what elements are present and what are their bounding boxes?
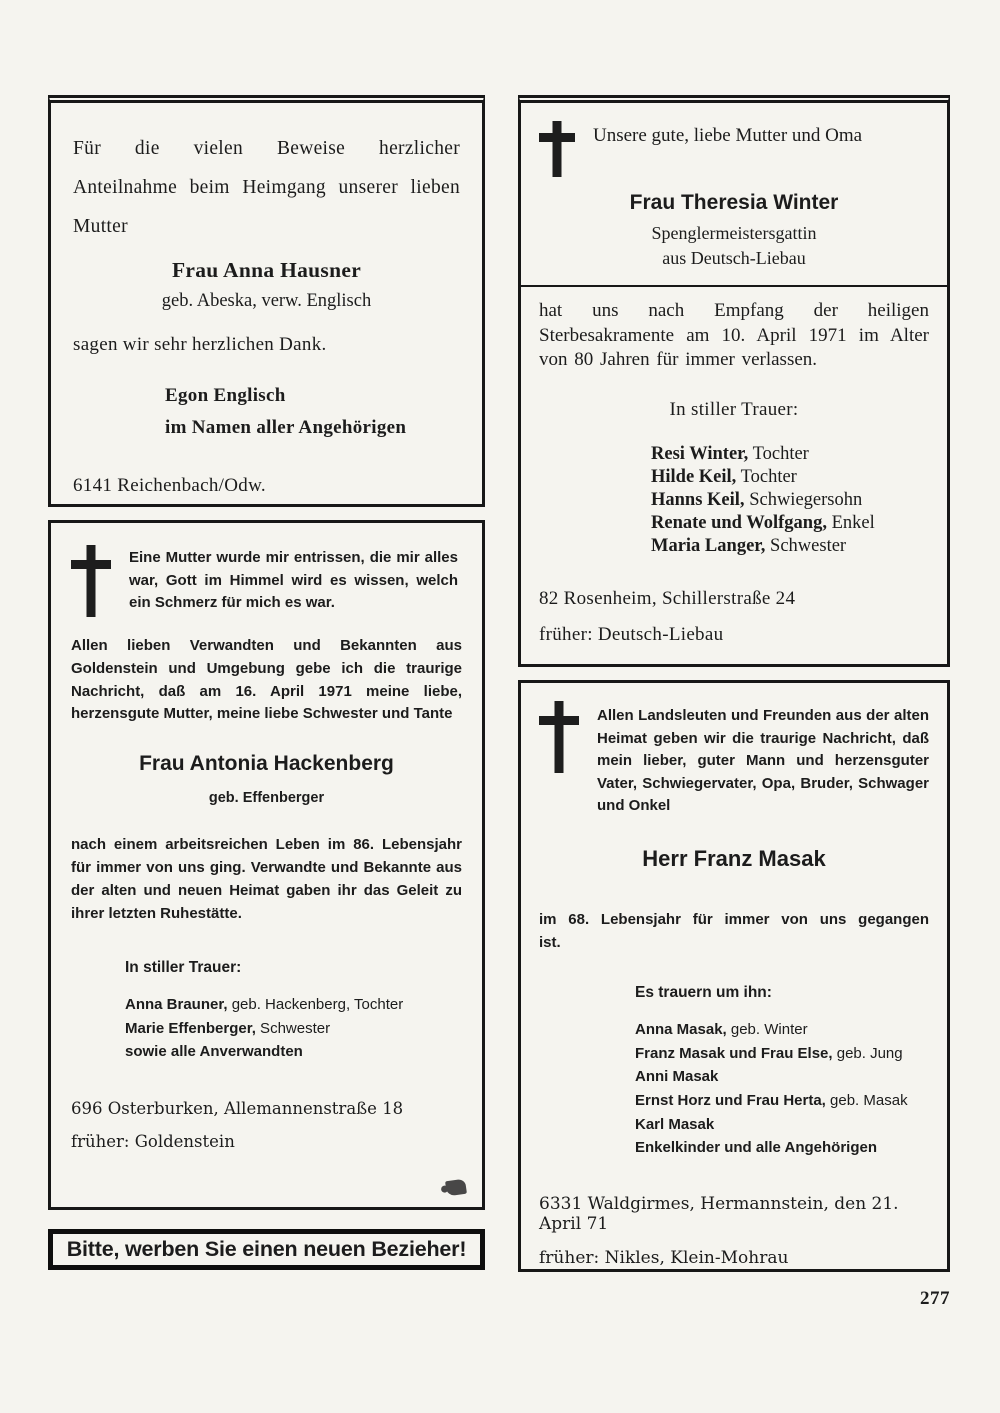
- obituary-notice-hackenberg: [48, 520, 485, 1210]
- deceased-name: Herr Franz Masak: [642, 845, 826, 871]
- cross-icon: [539, 121, 575, 177]
- mourner-line: [635, 1113, 929, 1137]
- mourner-relation: Schwester: [765, 535, 847, 556]
- mourner-relation: Tochter: [736, 467, 797, 487]
- mourner-line: [125, 993, 462, 1016]
- mourner-relation: geb. Winter: [726, 1021, 808, 1038]
- mourner-name: Anna Masak,: [635, 1021, 727, 1038]
- mourner-relation: geb. Jung: [832, 1044, 903, 1062]
- subscription-banner: [48, 1229, 485, 1270]
- notice-body: im 68. Lebensjahr für immer von uns gegangen ist.: [539, 910, 929, 951]
- maiden-name: geb. Effenberger: [208, 790, 325, 807]
- mourners-list: [651, 443, 929, 558]
- mourner-line: [651, 489, 929, 512]
- obituary-notice-hausner: [48, 95, 485, 507]
- notice-intro: Unsere gute, liebe Mutter und Oma: [593, 125, 863, 146]
- notice-address: 696 Osterburken, Allemannenstraße 18: [71, 1099, 404, 1119]
- deceased-name: Frau Anna Hausner: [171, 258, 362, 282]
- mourner-line: [125, 1017, 462, 1040]
- mourner-relation: Tochter: [748, 444, 809, 465]
- notice-body: nach einem arbeitsreichen Leben im 86. Lebensjahr für immer von uns ging. Verwandte und Bekannte aus der alten und neuen Heimat gaben ihr das Geleit zu ihrer letzten Ruhestätte.: [71, 836, 462, 922]
- mourner-relation: geb. Hackenberg, Tochter: [227, 996, 404, 1014]
- notice-intro: Für die vielen Beweise herzlicher Anteilnahme beim Heimgang unserer lieben Mutter: [73, 138, 460, 237]
- mourner-line: [125, 1040, 462, 1063]
- mourner-name: Resi Winter,: [651, 444, 749, 465]
- mourner-line: [635, 1089, 929, 1113]
- former-residence: früher: Deutsch-Liebau: [539, 623, 724, 645]
- former-residence: früher: Nikles, Klein-Mohrau: [539, 1248, 789, 1269]
- thanks-text: sagen wir sehr herzlichen Dank.: [73, 334, 327, 355]
- divider: [521, 285, 947, 287]
- mourners-list: [635, 1018, 929, 1160]
- former-residence: früher: Goldenstein: [71, 1132, 235, 1152]
- mourner-name: Ernst Horz und Frau Herta,: [635, 1092, 826, 1110]
- mourner-name: Anna Brauner,: [125, 996, 228, 1014]
- mourner-name: Hilde Keil,: [651, 467, 737, 487]
- mourner-line: [635, 1065, 929, 1089]
- notice-address: 6141 Reichenbach/Odw.: [73, 474, 266, 496]
- intro-row: [539, 701, 929, 818]
- printers-ornament: [445, 1179, 467, 1197]
- notice-body: hat uns nach Empfang der heiligen Sterbesakramente am 10. April 1971 im Alter von 80 Jahren für immer verlassen.: [539, 300, 929, 371]
- signature-name: Egon Englisch: [165, 385, 286, 406]
- intro-row: [539, 121, 929, 177]
- notice-intro: Allen Landsleuten und Freunden aus der alten Heimat geben wir die traurige Nachricht, daß mein lieber, guter Mann und herzensguter Vater, Schwiegervater, Opa, Bruder, Schwager und Onkel: [597, 707, 929, 814]
- notice-address: 82 Rosenheim, Schillerstraße 24: [539, 587, 796, 609]
- mourner-relation: Schwester: [255, 1019, 331, 1037]
- mourner-name: Maria Langer,: [651, 535, 766, 556]
- mourner-relation: geb. Masak: [825, 1092, 908, 1110]
- mourner-line: [635, 1042, 929, 1066]
- mourner-name: sowie alle Anverwandten: [125, 1042, 303, 1060]
- mourner-line: [635, 1136, 929, 1160]
- mourner-name: Anni Masak: [635, 1068, 719, 1086]
- mourner-line: [651, 466, 929, 489]
- deceased-name: Frau Antonia Hackenberg: [139, 752, 394, 776]
- deceased-origin: aus Deutsch-Liebau: [662, 248, 806, 268]
- deceased-name: Frau Theresia Winter: [629, 191, 839, 214]
- mourner-line: [651, 535, 929, 558]
- page-number: 277: [920, 1288, 950, 1309]
- mourner-relation: Schwiegersohn: [744, 489, 863, 510]
- cross-icon: [539, 701, 579, 773]
- mourner-name: Renate und Wolfgang,: [651, 512, 827, 533]
- mourner-name: Hanns Keil,: [651, 489, 745, 510]
- mourners-list: [125, 993, 462, 1063]
- banner-text: Bitte, werben Sie einen neuen Bezieher!: [66, 1237, 467, 1261]
- mourner-name: Marie Effenberger,: [125, 1019, 256, 1037]
- cross-icon: [71, 545, 111, 617]
- mourner-line: [651, 443, 929, 466]
- mourner-name: Franz Masak und Frau Else,: [635, 1044, 833, 1062]
- mourner-relation: Enkel: [826, 512, 875, 533]
- mourner-name: Karl Masak: [635, 1115, 715, 1133]
- mourning-label: Es trauern um ihn:: [635, 984, 772, 1001]
- signature-block: [165, 380, 460, 445]
- signature-note: im Namen aller Angehörigen: [165, 417, 407, 439]
- mourner-line: [651, 512, 929, 535]
- verse-row: [71, 545, 462, 617]
- deceased-title: Spenglermeistersgattin: [651, 223, 817, 243]
- obituary-notice-masak: [518, 680, 950, 1272]
- notice-intro: Allen lieben Verwandten und Bekannten aus Goldenstein und Umgebung gebe ich die traurige Nachricht, daß am 16. April 1971 meine liebe, herzensgute Mutter, meine liebe Schwester und Tante: [71, 637, 462, 723]
- maiden-name: geb. Abeska, verw. Englisch: [161, 291, 372, 311]
- mourning-label: In stiller Trauer:: [125, 959, 242, 977]
- mourning-label: In stiller Trauer:: [669, 399, 799, 421]
- notice-address: 6331 Waldgirmes, Hermannstein, den 21. April 71: [539, 1194, 899, 1235]
- mourner-line: [635, 1018, 929, 1042]
- obituary-notice-winter: [518, 95, 950, 667]
- mourner-name: Enkelkinder und alle Angehörigen: [635, 1139, 877, 1157]
- memorial-verse: Eine Mutter wurde mir entrissen, die mir alles war, Gott im Himmel wird es wissen, welch ein Schmerz für mich es war.: [129, 549, 458, 611]
